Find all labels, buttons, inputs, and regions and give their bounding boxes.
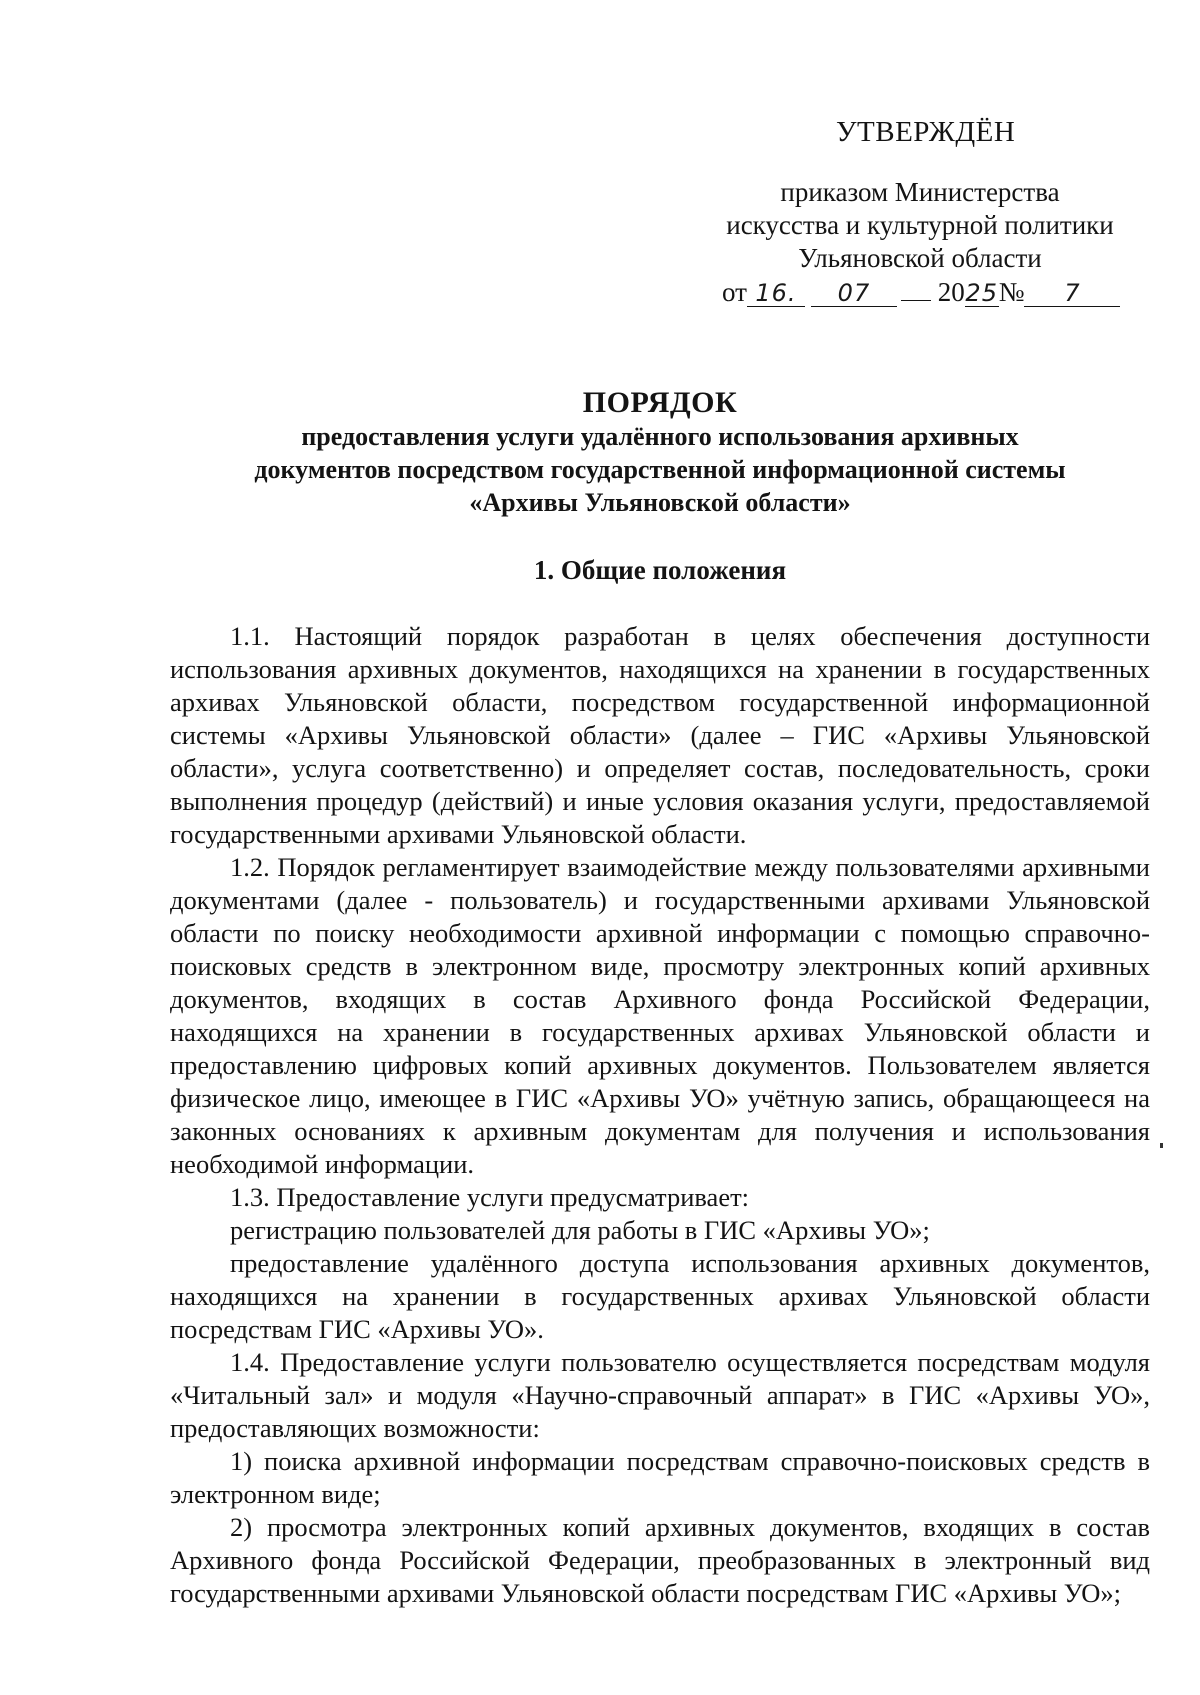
paragraph-1-3: 1.3. Предоставление услуги предусматривает:: [230, 1182, 750, 1212]
date-year-suffix: 25: [965, 279, 998, 307]
subtitle-line-3: «Архивы Ульяновской области»: [469, 488, 851, 517]
paragraph-1-1: 1.1. Настоящий порядок разработан в целях обеспечения доступности использования архивных документов, находящихся на хранении в государственных архивах Ульяновской области, посредством государственной информационной системы «Архивы Ульяновской области» (далее – ГИС «Архивы Ульяновской области», услуга соответственно) и определяет состав, последовательность, сроки выполнения процедур (действий) и иные условия оказания услуги, предоставляемой государственными архивами Ульяновской области.: [170, 621, 1150, 849]
paragraph-1-4-item-2: 2) просмотра электронных копий архивных документов, входящих в состав Архивного фонда Российской Федерации, преобразованных в электронный вид государственными архивами Ульяновской области посредствам ГИС «Архивы УО»;: [170, 1512, 1150, 1608]
approval-date-line: [722, 272, 1120, 309]
date-prefix: от: [722, 277, 747, 307]
date-year-prefix: 20: [937, 277, 965, 307]
date-year-field: [965, 278, 999, 307]
paragraph-1-4: 1.4. Предоставление услуги пользователю осуществляется посредствам модуля «Читальный зал» и модуля «Научно-справочный аппарат» в ГИС «Архивы УО», предоставляющих возможности:: [170, 1347, 1150, 1443]
date-day-field: [747, 278, 805, 307]
order-number-field: [1024, 278, 1120, 307]
section-heading: 1. Общие положения: [533, 555, 787, 585]
document-title: ПОРЯДОК: [582, 386, 738, 419]
approval-authority: [700, 176, 1140, 275]
document-subtitle: [230, 420, 1090, 519]
document-body: [170, 620, 1150, 1610]
paragraph-1-3-item-a: регистрацию пользователей для работы в ГИС «Архивы УО»;: [230, 1215, 930, 1245]
paragraph-1-2: 1.2. Порядок регламентирует взаимодействие между пользователями архивными документами (далее - пользователь) и государственными архивами Ульяновской области по поиску необходимости архивной информации с помощью справочно-поисковых средств в электронном виде, просмотру электронных копий архивных документов, входящих в состав Архивного фонда Российской Федерации, находящихся на хранении в государственных архивах Ульяновской области и предоставлению цифровых копий архивных документов. Пользователем является физическое лицо, имеющее в ГИС «Архивы УО» учётную запись, обращающееся на законных основаниях к архивным документам для получения и использования необходимой информации.: [170, 852, 1150, 1179]
subtitle-line-2: документов посредством государственной информационной системы: [254, 455, 1066, 484]
date-gap-field: [901, 272, 931, 301]
paragraph-1-3-item-b: предоставление удалённого доступа использования архивных документов, находящихся на хранении в государственных архивах Ульяновской области посредствам ГИС «Архивы УО».: [170, 1248, 1150, 1344]
paragraph-1-4-item-1: 1) поиска архивной информации посредствам справочно-поисковых средств в электронном виде;: [170, 1446, 1150, 1509]
approval-line-2: искусства и культурной политики: [726, 210, 1114, 240]
subtitle-line-1: предоставления услуги удалённого использования архивных: [301, 422, 1019, 451]
date-month: 07: [837, 279, 871, 307]
date-month-field: [811, 278, 897, 307]
approval-line-1: приказом Министерства: [780, 177, 1060, 207]
order-number: 7: [1064, 279, 1081, 307]
number-sign: №: [998, 277, 1025, 307]
scan-mark: [1160, 1143, 1163, 1148]
approval-stamp: УТВЕРЖДЁН: [836, 116, 1016, 148]
date-day: 16.: [755, 279, 797, 307]
approval-line-3: Ульяновской области: [798, 243, 1042, 273]
